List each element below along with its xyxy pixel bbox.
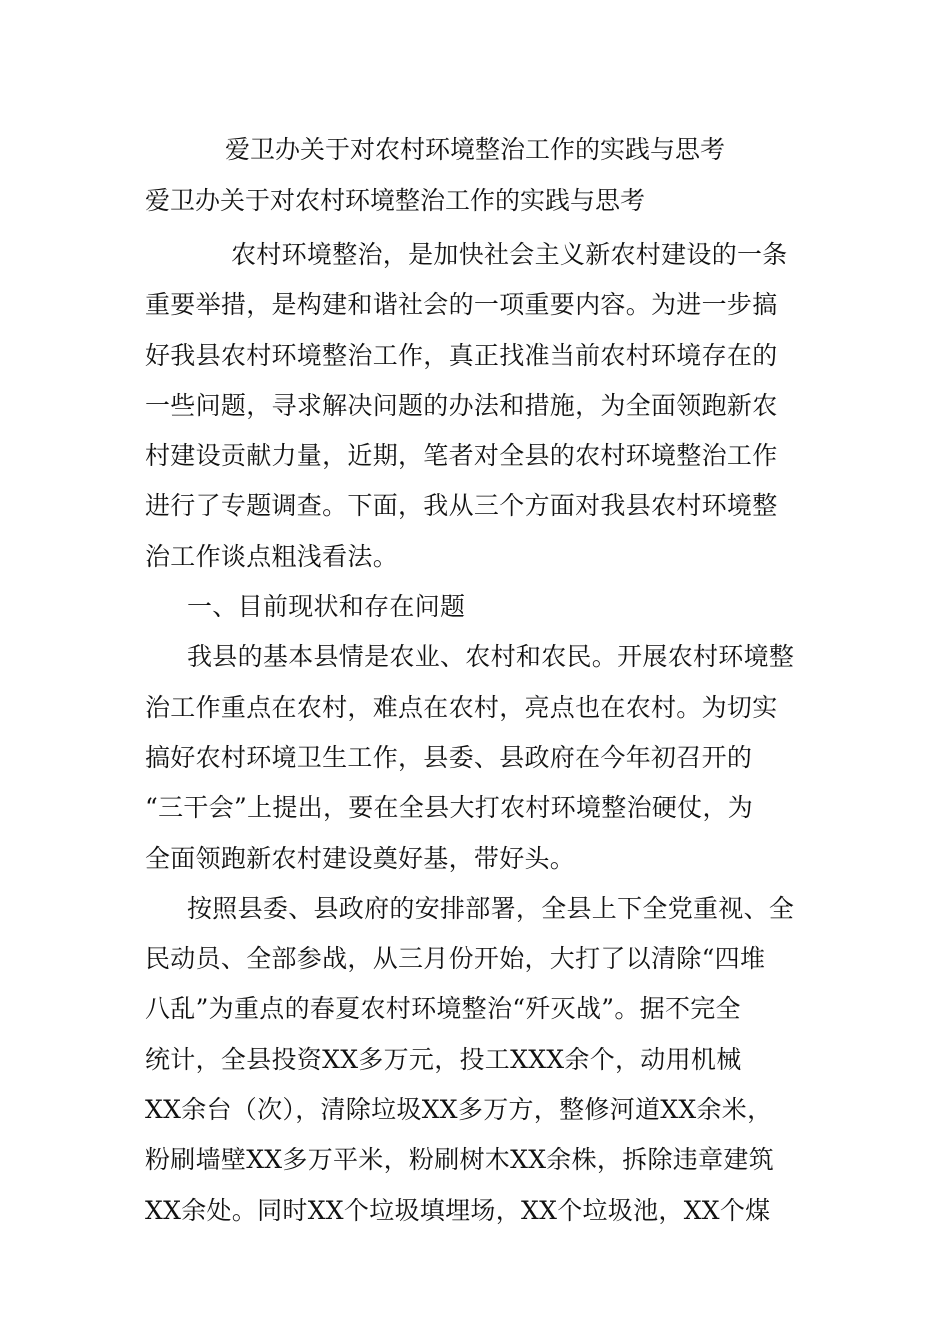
paragraph-line: 进行了专题调查。下面，我从三个方面对我县农村环境整: [145, 491, 778, 521]
paragraph-line: 八乱”为重点的春夏农村环境整治“歼灭战”。据不完全: [145, 994, 741, 1024]
paragraph-line: 治工作重点在农村，难点在农村，亮点也在农村。为切实: [145, 692, 778, 722]
paragraph-line: 全面领跑新农村建设奠好基，带好头。: [145, 843, 576, 873]
paragraph-line: 按照县委、县政府的安排部署，全县上下全党重视、全: [187, 893, 795, 923]
paragraph-line: 民动员、全部参战，从三月份开始，大打了以清除“四堆: [145, 944, 766, 974]
paragraph-line: 村建设贡献力量，近期，笔者对全县的农村环境整治工作: [145, 441, 778, 471]
paragraph-line: 重要举措，是构建和谐社会的一项重要内容。为进一步搞: [145, 290, 778, 320]
paragraph-line: 治工作谈点粗浅看法。: [145, 541, 399, 571]
paragraph-line: 农村环境整治，是加快社会主义新农村建设的一条: [231, 240, 788, 269]
paragraph-line: XX余台（次），清除垃圾XX多万方，整修河道XX余米，: [145, 1095, 773, 1125]
document-body: [145, 230, 810, 1236]
document-subtitle: 爱卫办关于对农村环境整治工作的实践与思考: [145, 186, 646, 215]
paragraph-line: 搞好农村环境卫生工作，县委、县政府在今年初召开的: [145, 742, 753, 772]
document-title: 爱卫办关于对农村环境整治工作的实践与思考: [224, 135, 725, 164]
paragraph-line: 一些问题，寻求解决问题的办法和措施，为全面领跑新农: [145, 390, 778, 420]
paragraph-line: XX余处。同时XX个垃圾填埋场，XX个垃圾池，XX个煤: [145, 1195, 771, 1225]
paragraph-line: 粉刷墙壁XX多万平米，粉刷树木XX余株，拆除违章建筑: [145, 1145, 774, 1175]
section-heading: 一、目前现状和存在问题: [187, 592, 466, 622]
paragraph-line: 我县的基本县情是农业、农村和农民。开展农村环境整: [187, 642, 795, 672]
paragraph-line: 好我县农村环境整治工作，真正找准当前农村环境存在的: [145, 340, 778, 370]
paragraph-line: 统计，全县投资XX多万元，投工XXX余个，动用机械: [145, 1044, 742, 1074]
paragraph-line: “三干会”上提出，要在全县大打农村环境整治硬仗，为: [145, 793, 754, 823]
